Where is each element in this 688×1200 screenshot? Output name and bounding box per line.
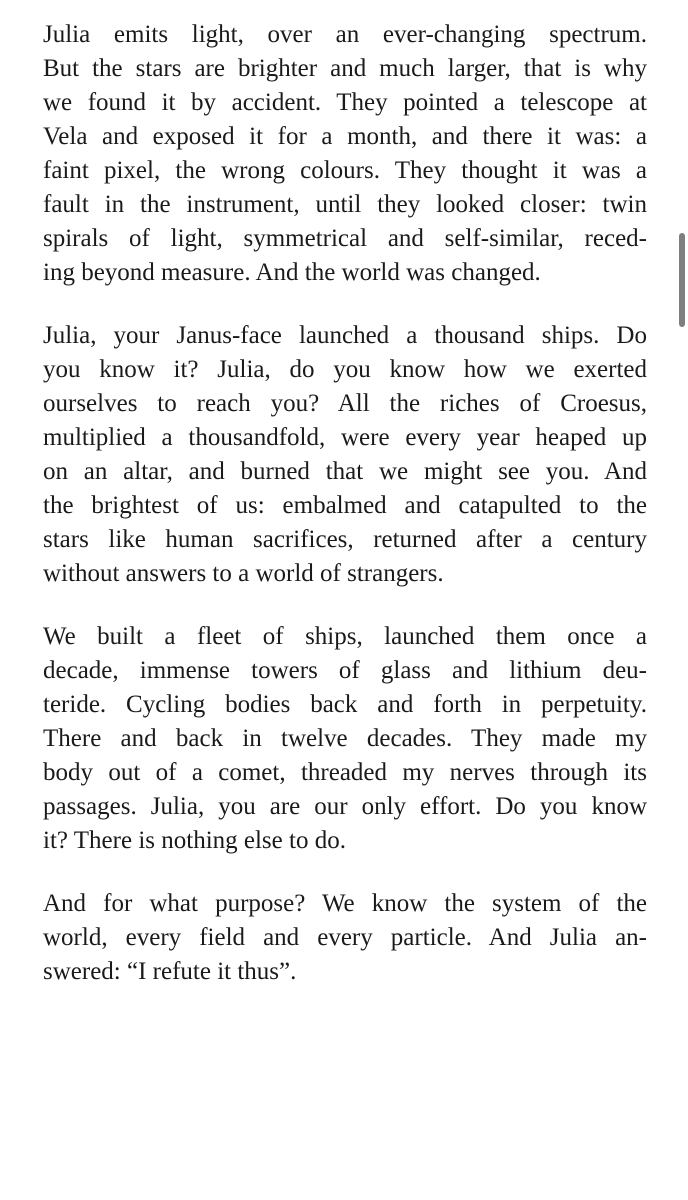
text-line: passages. Julia, you are our only effort. Do you know (43, 793, 647, 820)
text-column (43, 18, 647, 1018)
text-line: ourselves to reach you? All the riches of Croesus, (43, 390, 647, 417)
text-line: ing beyond measure. And the world was changed. (43, 259, 541, 286)
text-line: world, every field and every particle. And Julia an- (43, 924, 647, 951)
paragraph (43, 319, 647, 591)
paragraph (43, 18, 647, 290)
text-line: swered: “I refute it thus”. (43, 958, 297, 985)
text-line: the brightest of us: embalmed and catapulted to the (43, 492, 647, 519)
text-line: decade, immense towers of glass and lithium deu- (43, 657, 647, 684)
text-line: fault in the instrument, until they looked closer: twin (43, 191, 647, 218)
text-line: spirals of light, symmetrical and self-similar, reced- (43, 225, 647, 252)
text-line: faint pixel, the wrong colours. They thought it was a (43, 157, 647, 184)
text-line: But the stars are brighter and much larger, that is why (43, 55, 647, 82)
text-line: And for what purpose? We know the system of the (43, 890, 647, 917)
paragraph (43, 620, 647, 858)
text-line: on an altar, and burned that we might see you. And (43, 458, 647, 485)
text-line: you know it? Julia, do you know how we exerted (43, 356, 647, 383)
text-line: without answers to a world of strangers. (43, 560, 444, 587)
text-line: it? There is nothing else to do. (43, 827, 346, 854)
text-line: There and back in twelve decades. They made my (43, 725, 647, 752)
text-line: Julia emits light, over an ever-changing spectrum. (43, 21, 647, 48)
text-line: we found it by accident. They pointed a telescope at (43, 89, 647, 116)
text-line: Julia, your Janus-face launched a thousand ships. Do (43, 322, 647, 349)
text-line: multiplied a thousandfold, were every year heaped up (43, 424, 647, 451)
text-line: teride. Cycling bodies back and forth in perpetuity. (43, 691, 647, 718)
text-line: body out of a comet, threaded my nerves through its (43, 759, 647, 786)
text-line: We built a fleet of ships, launched them once a (43, 623, 647, 650)
paragraph (43, 887, 647, 989)
text-line: Vela and exposed it for a month, and there it was: a (43, 123, 647, 150)
scrollbar-thumb[interactable] (679, 233, 685, 327)
text-line: stars like human sacrifices, returned after a century (43, 526, 647, 553)
